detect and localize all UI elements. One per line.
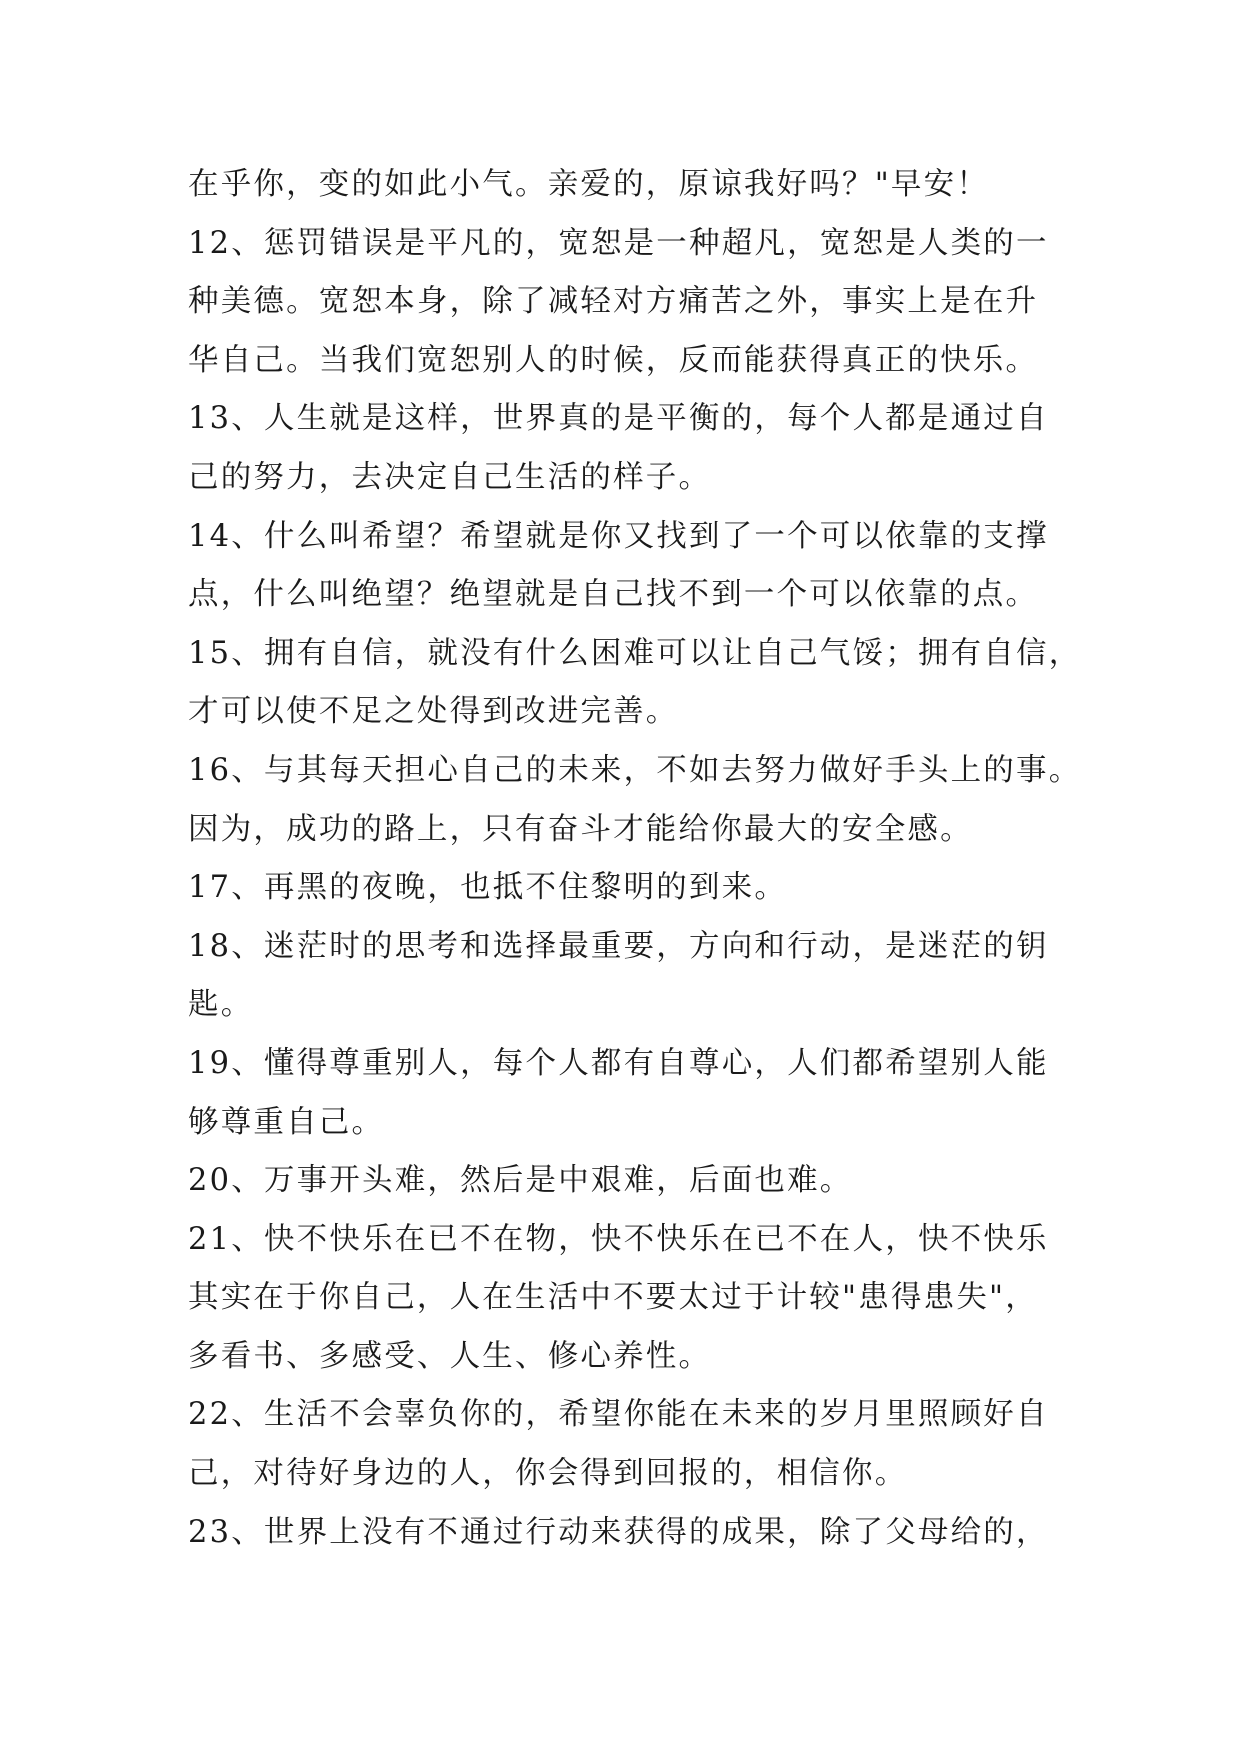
text-line: 19、懂得尊重别人，每个人都有自尊心，人们都希望别人能 bbox=[188, 1045, 1049, 1081]
text-line: 够尊重自己。 bbox=[188, 1104, 385, 1140]
text-line: 才可以使不足之处得到改进完善。 bbox=[188, 694, 679, 730]
text-line: 己的努力，去决定自己生活的样子。 bbox=[188, 459, 712, 495]
text-line: 13、人生就是这样，世界真的是平衡的，每个人都是通过自 bbox=[188, 401, 1049, 437]
text-line: 在乎你，变的如此小气。亲爱的，原谅我好吗？"早安！ bbox=[188, 167, 990, 202]
text-line: 18、迷茫时的思考和选择最重要，方向和行动，是迷茫的钥 bbox=[188, 928, 1049, 964]
text-line: 华自己。当我们宽恕别人的时候，反而能获得真正的快乐。 bbox=[188, 342, 1039, 378]
text-line: 20、万事开头难，然后是中艰难，后面也难。 bbox=[188, 1163, 853, 1199]
text-line: 匙。 bbox=[188, 987, 254, 1023]
text-line: 23、世界上没有不通过行动来获得的成果，除了父母给的， bbox=[188, 1514, 1049, 1550]
text-line: 15、拥有自信，就没有什么困难可以让自己气馁；拥有自信， bbox=[188, 635, 1082, 671]
text-line: 多看书、多感受、人生、修心养性。 bbox=[188, 1338, 712, 1374]
text-line: 己，对待好身边的人，你会得到回报的，相信你。 bbox=[188, 1456, 908, 1492]
text-line: 16、与其每天担心自己的未来，不如去努力做好手头上的事。 bbox=[188, 752, 1082, 788]
text-line: 14、什么叫希望？希望就是你又找到了一个可以依靠的支撑 bbox=[188, 518, 1049, 554]
text-line: 其实在于你自己，人在生活中不要太过于计较"患得患失"， bbox=[188, 1280, 1038, 1316]
text-line: 因为，成功的路上，只有奋斗才能给你最大的安全感。 bbox=[188, 811, 973, 847]
text-line: 17、再黑的夜晚，也抵不住黎明的到来。 bbox=[188, 870, 788, 906]
text-line: 种美德。宽恕本身，除了减轻对方痛苦之外，事实上是在升 bbox=[188, 284, 1039, 320]
text-line: 点，什么叫绝望？绝望就是自己找不到一个可以依靠的点。 bbox=[188, 577, 1039, 613]
text-line: 12、惩罚错误是平凡的，宽恕是一种超凡，宽恕是人类的一 bbox=[188, 225, 1049, 261]
text-line: 21、快不快乐在已不在物，快不快乐在已不在人，快不快乐 bbox=[188, 1221, 1049, 1257]
text-line: 22、生活不会辜负你的，希望你能在未来的岁月里照顾好自 bbox=[188, 1397, 1049, 1433]
document-body bbox=[188, 156, 1088, 1562]
